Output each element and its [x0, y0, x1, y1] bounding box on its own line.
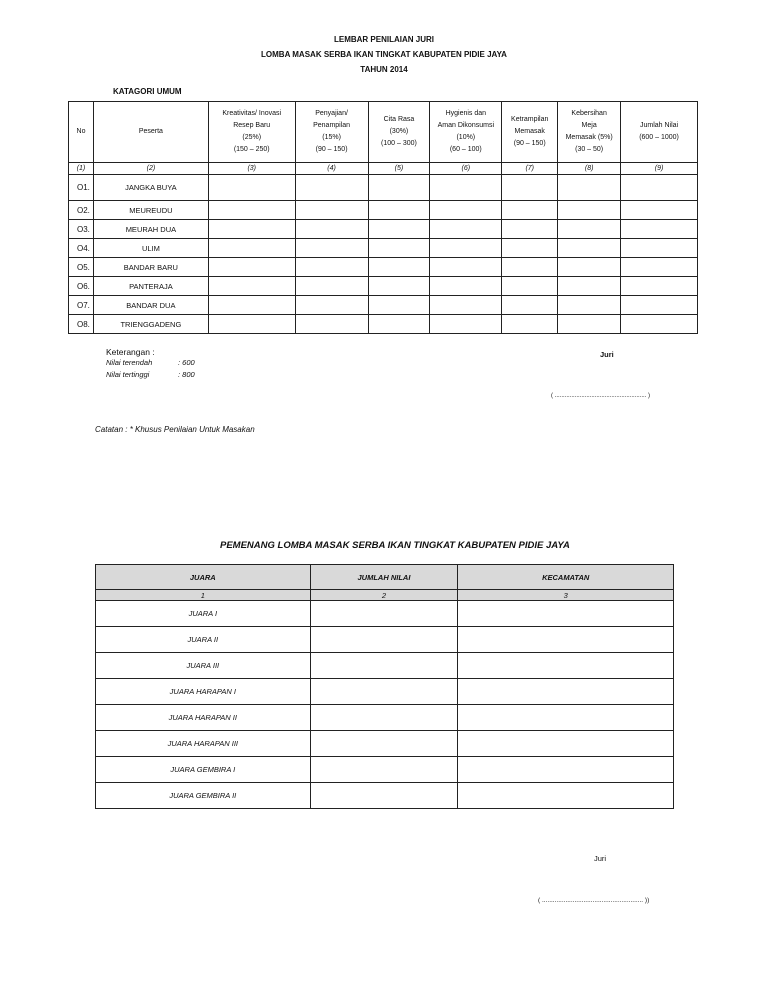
column-number: (7) — [502, 163, 558, 175]
score-cell[interactable] — [368, 201, 430, 220]
score-cell[interactable] — [502, 201, 558, 220]
score-cell[interactable] — [430, 315, 502, 334]
score-cell[interactable] — [430, 239, 502, 258]
participant-name: JANGKA BUYA — [93, 175, 208, 201]
row-number: O8. — [69, 315, 94, 334]
score-cell[interactable] — [208, 296, 295, 315]
participant-name: BANDAR DUA — [93, 296, 208, 315]
input-cell[interactable] — [310, 705, 458, 731]
table-row — [69, 258, 698, 277]
score-cell[interactable] — [558, 315, 621, 334]
column-number: (3) — [208, 163, 295, 175]
score-cell[interactable] — [558, 258, 621, 277]
column-number: (2) — [93, 163, 208, 175]
high-label: Nilai tertinggi — [106, 370, 150, 379]
high-value: : 800 — [178, 370, 195, 379]
title-line1: LEMBAR PENILAIAN JURI — [333, 35, 434, 44]
winner-row — [96, 731, 674, 757]
low-value: : 600 — [178, 358, 195, 367]
table-row — [69, 201, 698, 220]
juri-label-2: Juri — [594, 854, 607, 863]
score-cell[interactable] — [368, 315, 430, 334]
header-cell: JUARA — [96, 565, 311, 590]
score-cell[interactable] — [621, 258, 698, 277]
category-label: KATAGORI UMUM — [113, 87, 182, 96]
participant-name: MEURAH DUA — [93, 220, 208, 239]
input-cell[interactable] — [458, 731, 674, 757]
column-number: (1) — [69, 163, 94, 175]
participant-name: ULIM — [93, 239, 208, 258]
title-line3: TAHUN 2014 — [360, 65, 408, 74]
column-number: 3 — [458, 590, 674, 601]
input-cell[interactable] — [458, 627, 674, 653]
score-cell[interactable] — [558, 175, 621, 201]
header-cell: KECAMATAN — [458, 565, 674, 590]
score-cell[interactable] — [430, 277, 502, 296]
score-cell[interactable] — [208, 220, 295, 239]
participant-name: TRIENGGADENG — [93, 315, 208, 334]
score-cell[interactable] — [430, 201, 502, 220]
rank-label: JUARA HARAPAN III — [96, 731, 311, 757]
header-cell: Kreativitas/ Inovasi Resep Baru (25%) (150 – 250) — [208, 102, 295, 163]
participant-name: BANDAR BARU — [93, 258, 208, 277]
score-cell[interactable] — [502, 315, 558, 334]
input-cell[interactable] — [310, 601, 458, 627]
score-cell[interactable] — [208, 277, 295, 296]
input-cell[interactable] — [458, 601, 674, 627]
header-cell: Penyajian/ Penampilan (15%) (90 – 150) — [295, 102, 368, 163]
column-number: (9) — [621, 163, 698, 175]
score-cell[interactable] — [502, 277, 558, 296]
score-cell[interactable] — [368, 220, 430, 239]
rank-label: JUARA HARAPAN I — [96, 679, 311, 705]
score-cell[interactable] — [208, 175, 295, 201]
header-cell: Jumlah Nilai (600 – 1000) — [621, 102, 698, 163]
table-row — [69, 277, 698, 296]
score-cell[interactable] — [368, 175, 430, 201]
juri-signature-line: ( ....................................................... ) — [551, 393, 651, 399]
row-number: O1. — [69, 175, 94, 201]
score-cell[interactable] — [368, 296, 430, 315]
score-cell[interactable] — [502, 239, 558, 258]
score-cell[interactable] — [295, 277, 368, 296]
row-number: O2. — [69, 201, 94, 220]
score-cell[interactable] — [368, 239, 430, 258]
score-cell[interactable] — [295, 315, 368, 334]
row-number: O3. — [69, 220, 94, 239]
input-cell[interactable] — [310, 627, 458, 653]
score-cell[interactable] — [368, 258, 430, 277]
header-cell: Peserta — [93, 102, 208, 163]
column-number: 2 — [310, 590, 458, 601]
winners-title: PEMENANG LOMBA MASAK SERBA IKAN TINGKAT KABUPATEN PIDIE JAYA — [220, 540, 570, 551]
score-cell[interactable] — [502, 258, 558, 277]
winner-row — [96, 653, 674, 679]
score-cell[interactable] — [621, 277, 698, 296]
winner-row — [96, 757, 674, 783]
winner-row — [96, 601, 674, 627]
score-cell[interactable] — [295, 296, 368, 315]
header-cell: Cita Rasa (30%) (100 – 300) — [368, 102, 430, 163]
column-number: (4) — [295, 163, 368, 175]
score-cell[interactable] — [295, 201, 368, 220]
input-cell[interactable] — [310, 757, 458, 783]
score-cell[interactable] — [558, 201, 621, 220]
table-row — [69, 175, 698, 201]
input-cell[interactable] — [458, 783, 674, 809]
participant-name: MEUREUDU — [93, 201, 208, 220]
score-cell[interactable] — [295, 258, 368, 277]
column-number: (8) — [558, 163, 621, 175]
score-cell[interactable] — [368, 277, 430, 296]
winner-row — [96, 783, 674, 809]
keterangan-label: Keterangan : — [106, 347, 155, 357]
catatan: Catatan : * Khusus Penilaian Untuk Masakan — [95, 425, 255, 434]
table-row — [69, 220, 698, 239]
winner-row — [96, 679, 674, 705]
score-cell[interactable] — [621, 296, 698, 315]
row-number: O7. — [69, 296, 94, 315]
score-cell[interactable] — [430, 258, 502, 277]
score-cell[interactable] — [502, 175, 558, 201]
title-line2: LOMBA MASAK SERBA IKAN TINGKAT KABUPATEN PIDIE JAYA — [261, 50, 507, 59]
score-cell[interactable] — [558, 277, 621, 296]
row-number: O4. — [69, 239, 94, 258]
score-cell[interactable] — [208, 258, 295, 277]
winners-table — [95, 564, 674, 809]
score-cell[interactable] — [621, 175, 698, 201]
header-cell: Kebersihan Meja Memasak (5%) (30 – 50) — [558, 102, 621, 163]
score-cell[interactable] — [558, 220, 621, 239]
input-cell[interactable] — [310, 679, 458, 705]
header-cell: No — [69, 102, 94, 163]
score-cell[interactable] — [558, 296, 621, 315]
rank-label: JUARA I — [96, 601, 311, 627]
participant-name: PANTERAJA — [93, 277, 208, 296]
rank-label: JUARA GEMBIRA II — [96, 783, 311, 809]
column-number: (6) — [430, 163, 502, 175]
score-cell[interactable] — [430, 175, 502, 201]
input-cell[interactable] — [310, 731, 458, 757]
score-cell[interactable] — [295, 220, 368, 239]
input-cell[interactable] — [310, 653, 458, 679]
score-cell[interactable] — [208, 201, 295, 220]
input-cell[interactable] — [458, 757, 674, 783]
score-cell[interactable] — [208, 239, 295, 258]
score-cell[interactable] — [621, 315, 698, 334]
low-label: Nilai terendah — [106, 358, 153, 367]
header-cell: Ketrampilan Memasak (90 – 150) — [502, 102, 558, 163]
score-cell[interactable] — [208, 315, 295, 334]
input-cell[interactable] — [310, 783, 458, 809]
score-cell[interactable] — [430, 296, 502, 315]
row-number: O6. — [69, 277, 94, 296]
score-cell[interactable] — [558, 239, 621, 258]
score-cell[interactable] — [621, 220, 698, 239]
score-cell[interactable] — [502, 296, 558, 315]
table-row — [69, 239, 698, 258]
winner-row — [96, 627, 674, 653]
winner-row — [96, 705, 674, 731]
table-row — [69, 315, 698, 334]
rank-label: JUARA GEMBIRA I — [96, 757, 311, 783]
rank-label: JUARA HARAPAN II — [96, 705, 311, 731]
score-cell[interactable] — [430, 220, 502, 239]
header-cell: JUMLAH NILAI — [310, 565, 458, 590]
score-cell[interactable] — [621, 239, 698, 258]
header-cell: Hygienis dan Aman Dikonsumsi (10%) (60 – 100) — [430, 102, 502, 163]
score-cell[interactable] — [295, 239, 368, 258]
juri-signature-line-2: ( ........................................................ )) — [538, 897, 650, 904]
score-cell[interactable] — [621, 201, 698, 220]
row-number: O5. — [69, 258, 94, 277]
column-number: 1 — [96, 590, 311, 601]
input-cell[interactable] — [458, 705, 674, 731]
input-cell[interactable] — [458, 679, 674, 705]
column-number: (5) — [368, 163, 430, 175]
table-row — [69, 296, 698, 315]
score-cell[interactable] — [502, 220, 558, 239]
score-cell[interactable] — [295, 175, 368, 201]
rank-label: JUARA II — [96, 627, 311, 653]
juri-label: Juri — [600, 350, 614, 359]
score-table — [68, 101, 698, 334]
input-cell[interactable] — [458, 653, 674, 679]
rank-label: JUARA III — [96, 653, 311, 679]
